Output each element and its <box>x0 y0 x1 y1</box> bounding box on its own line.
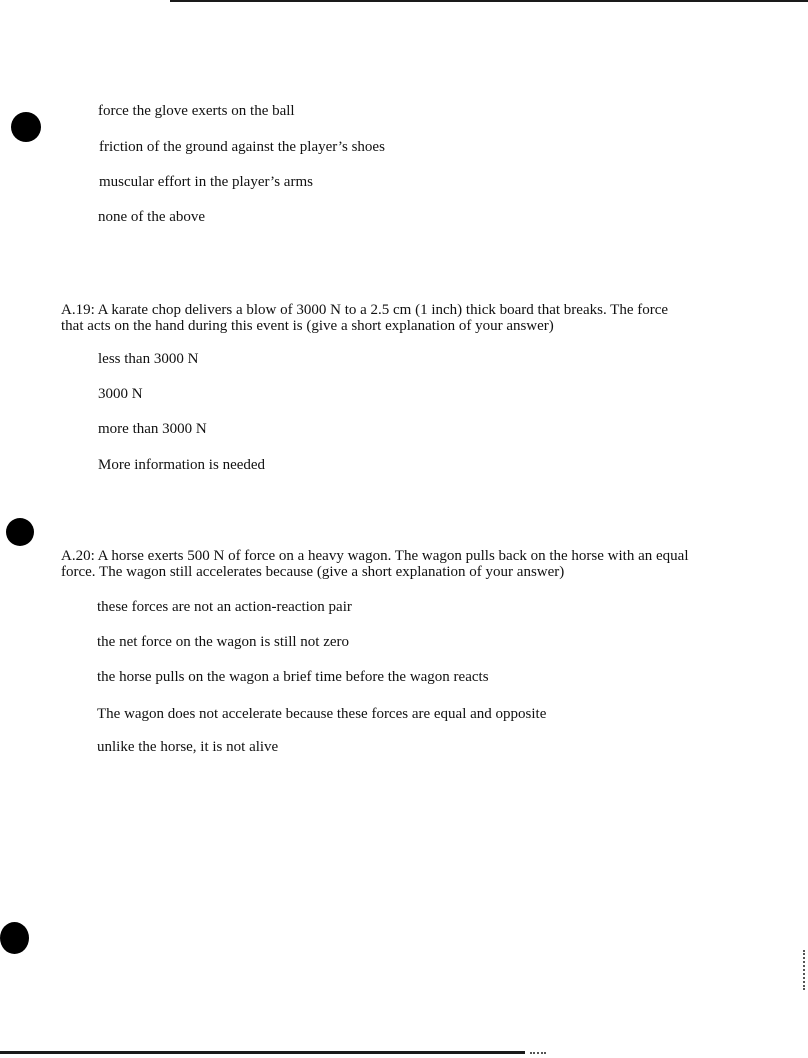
prev-option-3: muscular effort in the player’s arms <box>99 174 313 190</box>
question-a20-line2: force. The wagon still accelerates because (give a short explanation of your answer) <box>61 564 565 580</box>
question-a19-line2: that acts on the hand during this event is (give a short explanation of your answer) <box>61 318 554 334</box>
prev-option-1: force the glove exerts on the ball <box>98 103 295 119</box>
a19-option-4: More information is needed <box>98 457 266 473</box>
a19-option-1: less than 3000 N <box>98 351 199 367</box>
a19-option-2: 3000 N <box>98 386 143 402</box>
scan-noise <box>530 1052 546 1056</box>
a20-option-4: The wagon does not accelerate because these forces are equal and opposite <box>97 706 547 722</box>
punch-hole-bottom <box>0 922 29 954</box>
scan-top-edge <box>170 0 808 2</box>
prev-option-4: none of the above <box>98 209 206 225</box>
scan-noise <box>803 950 807 990</box>
a19-option-3: more than 3000 N <box>98 421 207 437</box>
punch-hole-top <box>11 112 41 142</box>
a20-option-1: these forces are not an action-reaction pair <box>97 599 352 615</box>
scan-bottom-edge <box>0 1051 525 1054</box>
punch-hole-middle <box>6 518 34 546</box>
question-a20-line1: A.20: A horse exerts 500 N of force on a heavy wagon. The wagon pulls back on the horse with an equal <box>61 548 689 564</box>
question-a19-line1: A.19: A karate chop delivers a blow of 3000 N to a 2.5 cm (1 inch) thick board that breaks. The force <box>61 302 669 318</box>
question-a20 <box>61 548 761 580</box>
prev-option-2: friction of the ground against the player’s shoes <box>99 139 385 155</box>
a20-option-3: the horse pulls on the wagon a brief time before the wagon reacts <box>97 669 489 685</box>
a20-option-5: unlike the horse, it is not alive <box>97 739 279 755</box>
question-a19 <box>61 302 761 334</box>
a20-option-2: the net force on the wagon is still not zero <box>97 634 350 650</box>
